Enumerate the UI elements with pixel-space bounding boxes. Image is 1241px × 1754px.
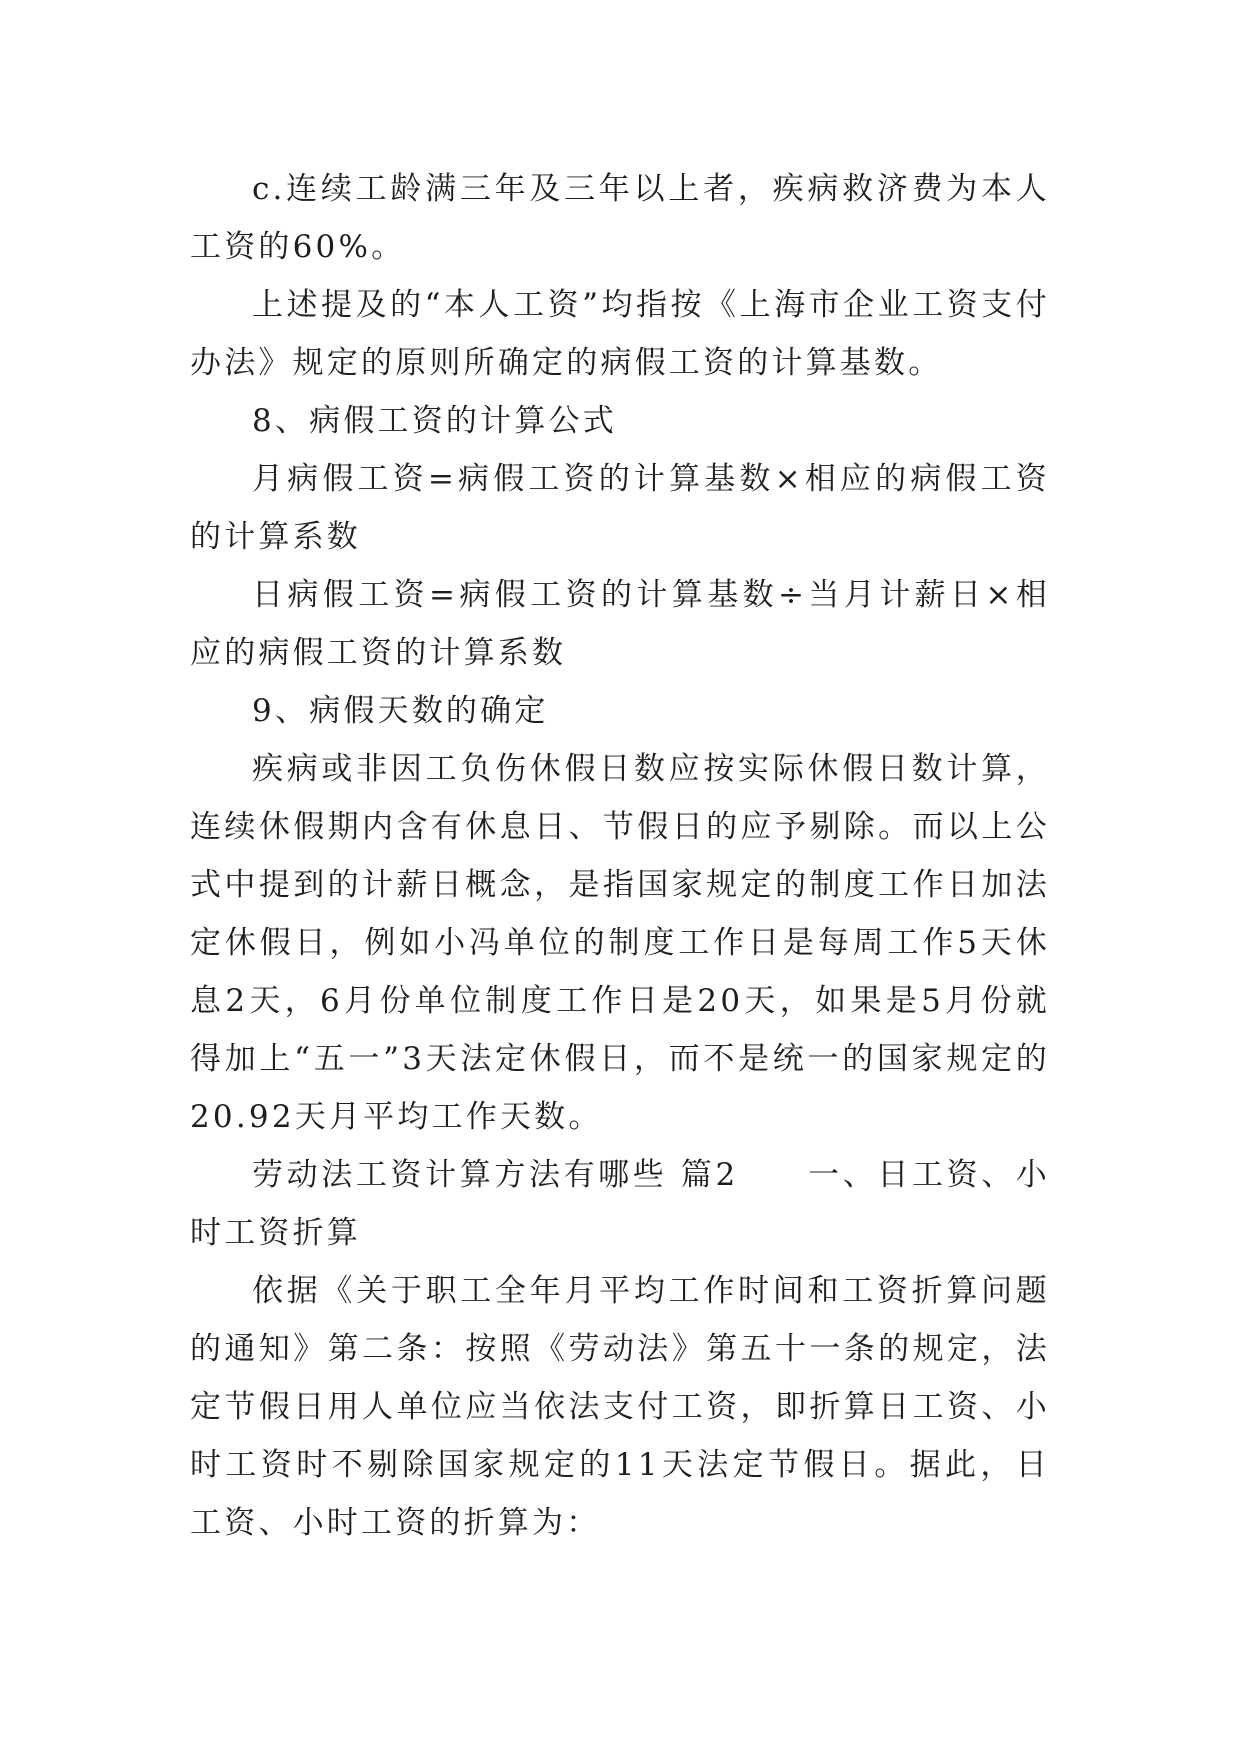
document-page [190,160,1050,1552]
paragraph-monthly-formula: 月病假工资=病假工资的计算基数×相应的病假工资的计算系数 [190,461,1050,555]
paragraph-sick-days-explanation: 疾病或非因工负伤休假日数应按实际休假日数计算，连续休假期内含有休息日、节假日的应予剔除。而以上公式中提到的计薪日概念，是指国家规定的制度工作日加法定休假日，例如小冯单位的制度工作日是每周工作5天休息2天，6月份单位制度工作日是20天，如果是5月份就得加上“五一”3天法定休假日，而不是统一的国家规定的20.92天月平均工作天数。 [190,751,1050,1135]
paragraph-daily-formula: 日病假工资=病假工资的计算基数÷当月计薪日×相应的病假工资的计算系数 [190,577,1050,671]
paragraph-sick-relief-60: c.连续工龄满三年及三年以上者，疾病救济费为本人工资的60%。 [190,171,1050,265]
heading-article-2: 劳动法工资计算方法有哪些 篇2 一、日工资、小时工资折算 [190,1157,1050,1251]
heading-sick-pay-formula: 8、病假工资的计算公式 [252,403,617,439]
paragraph-wage-conversion-basis: 依据《关于职工全年月平均工作时间和工资折算问题的通知》第二条：按照《劳动法》第五十一条的规定，法定节假日用人单位应当依法支付工资，即折算日工资、小时工资时不剔除国家规定的11天法定节假日。据此，日工资、小时工资的折算为： [190,1273,1050,1541]
heading-sick-days: 9、病假天数的确定 [252,693,549,729]
paragraph-own-wage-definition: 上述提及的“本人工资”均指按《上海市企业工资支付办法》规定的原则所确定的病假工资的计算基数。 [190,287,1050,381]
